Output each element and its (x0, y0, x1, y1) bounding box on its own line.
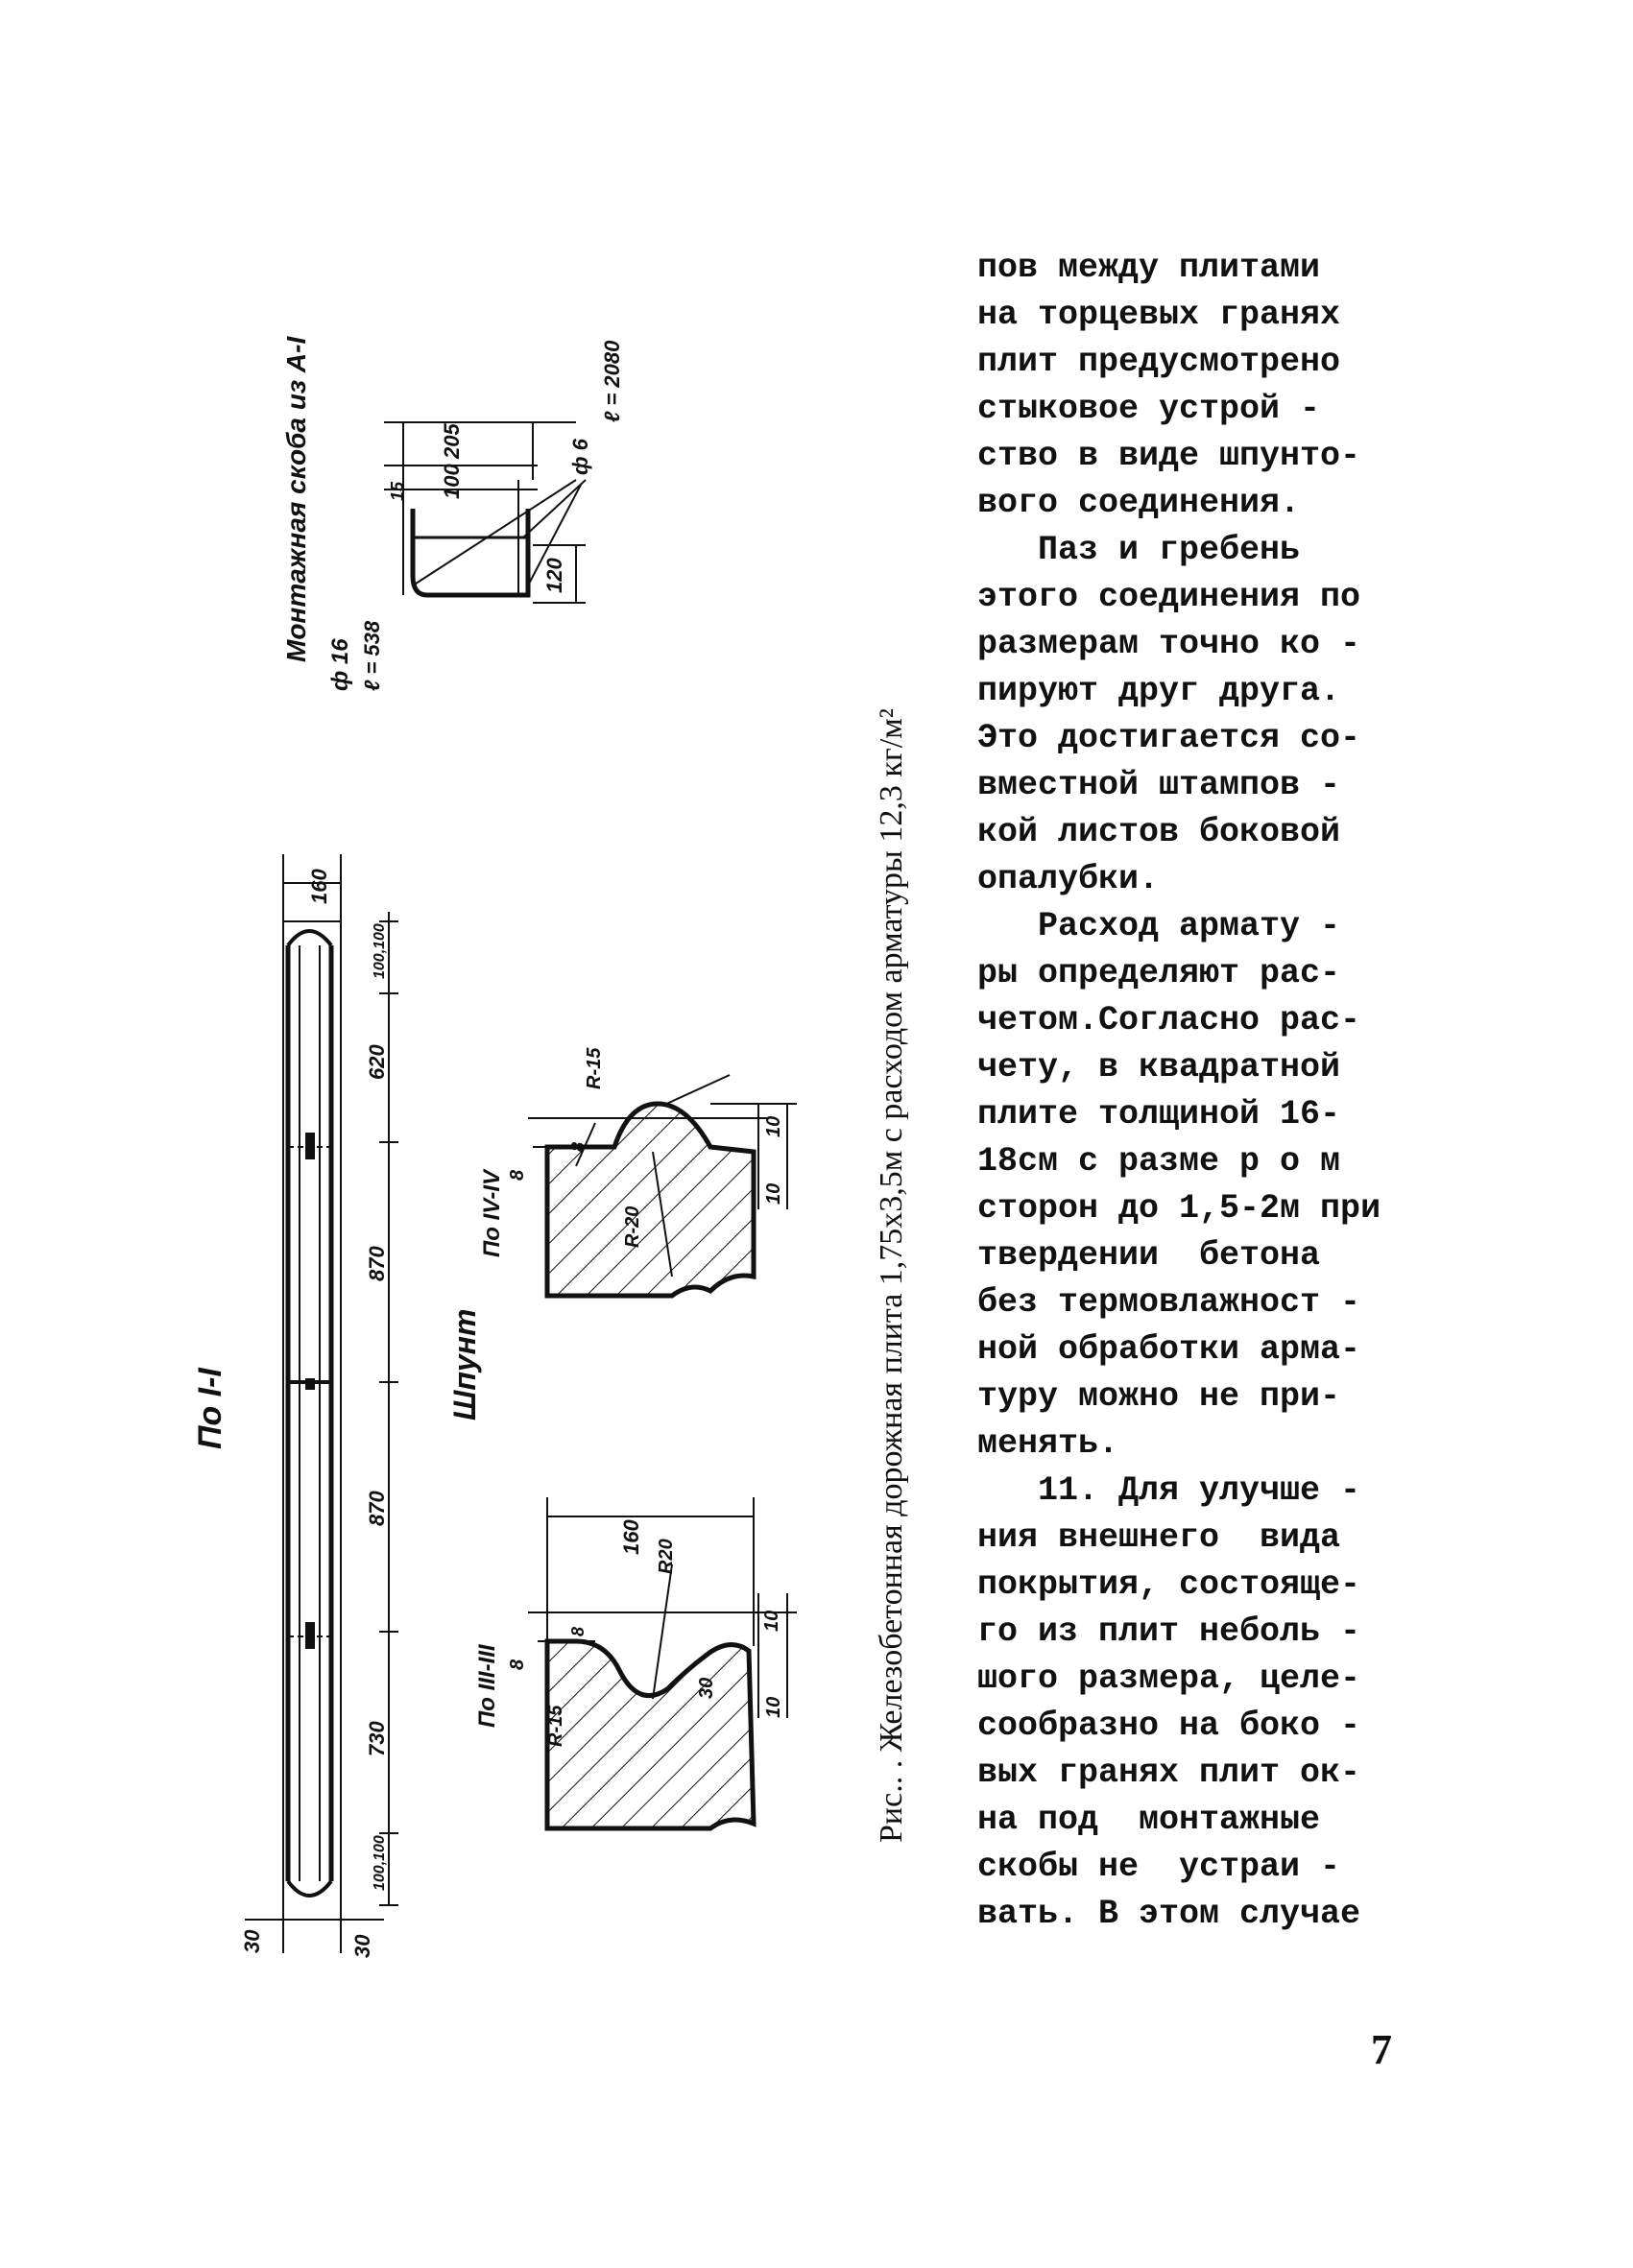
text-line: плите толщиной 16- (977, 1095, 1341, 1134)
strip-dim-30-left: 30 (240, 1929, 264, 1953)
text-line: размерам точно ко - (977, 625, 1361, 663)
groove-dim-10-top: 10 (761, 1610, 782, 1632)
text-line: пов между плитами (977, 249, 1321, 287)
body-text (977, 245, 1457, 1938)
tongue-dim-8: 8 (507, 1169, 528, 1181)
text-line: Паз и гребень (977, 531, 1301, 569)
slab-strip (240, 854, 398, 1958)
section-label: По I-I (192, 1368, 228, 1449)
strip-dim-730: 730 (365, 1721, 389, 1756)
text-line: сообразно на боко - (977, 1707, 1361, 1745)
text-line: 11. Для улучше - (977, 1471, 1361, 1510)
text-line: покрытия, состояще- (977, 1565, 1361, 1604)
text-line: ство в виде шпунто- (977, 437, 1361, 475)
text-line: ной обработки арма- (977, 1330, 1361, 1369)
text-line: стыковое устрой - (977, 390, 1321, 428)
bracket-drawing (281, 336, 624, 691)
groove-dim-30: 30 (696, 1677, 717, 1699)
text-line: пируют друг друга. (977, 672, 1341, 710)
text-line: опалубки. (977, 860, 1160, 898)
text-line: без термовлажност - (977, 1283, 1361, 1322)
tongue-dim-10-top: 10 (763, 1115, 784, 1137)
strip-dim-870: 870 (365, 1246, 389, 1281)
bracket-phi-left: ф 16 (327, 638, 353, 691)
strip-dim-30-right: 30 (350, 1934, 374, 1958)
groove-r15: R-15 (545, 1705, 566, 1747)
text-line: скобы не устраи - (977, 1848, 1341, 1886)
bracket-phi-right: ф 6 (568, 439, 592, 475)
bracket-dim-100: 100 (440, 464, 464, 499)
text-line: четом.Согласно рас- (977, 1001, 1361, 1039)
text-line: туру можно не при- (977, 1377, 1341, 1416)
text-line: ры определяют рас- (977, 954, 1341, 992)
tongue-section (479, 1047, 797, 1296)
text-line: го из плит неболь - (977, 1612, 1361, 1651)
text-line: кой листов боковой (977, 813, 1341, 851)
strip-dim-100-bottom: 100,100 (372, 1835, 388, 1891)
bracket-len-left: ℓ = 538 (360, 620, 384, 691)
text-line: на под монтажные (977, 1801, 1321, 1839)
tongue-r15: R-15 (584, 1047, 605, 1089)
text-line: 18см с разме р о м (977, 1142, 1341, 1181)
bracket-title: Монтажная скоба из А-I (281, 336, 311, 662)
text-line: вого соединения. (977, 484, 1301, 522)
text-line: Это достигается со- (977, 719, 1361, 757)
shpunt-label: Шпунт (447, 1308, 482, 1420)
groove-dim-8: 8 (507, 1659, 528, 1670)
groove-section (474, 1497, 797, 1828)
strip-dim-160: 160 (307, 869, 331, 904)
bracket-dim-15: 15 (388, 481, 407, 501)
groove-dim-10-side: 10 (763, 1696, 784, 1718)
groove-label: По III-III (474, 1644, 500, 1728)
text-line: вать. В этом случае (977, 1895, 1361, 1933)
bracket-len-right: ℓ = 2080 (600, 340, 624, 422)
text-line: чету, в квадратной (977, 1048, 1341, 1086)
tongue-r20: R-20 (622, 1206, 643, 1248)
text-line: шого размера, целе- (977, 1659, 1361, 1698)
text-line: этого соединения по (977, 578, 1361, 616)
text-line: на торцевых гранях (977, 296, 1341, 334)
bracket-dim-120: 120 (542, 558, 566, 593)
strip-dim-100-top: 100,100 (372, 923, 388, 979)
text-line: Расход армату - (977, 907, 1341, 945)
groove-r20: R20 (656, 1539, 677, 1574)
tongue-dim-8-top: 8 (568, 1141, 588, 1152)
text-line: твердении бетона (977, 1236, 1321, 1275)
strip-dim-620: 620 (365, 1044, 389, 1080)
page-number: 7 (1371, 2026, 1392, 2073)
tongue-label: По IV-IV (479, 1169, 505, 1257)
text-line: вместной штампов - (977, 766, 1341, 804)
text-line: ния внешнего вида (977, 1518, 1341, 1557)
tongue-dim-10-side: 10 (763, 1182, 784, 1205)
groove-dim-160: 160 (619, 1519, 643, 1555)
text-line: вых гранях плит ок- (977, 1754, 1361, 1792)
text-line: плит предусмотрено (977, 343, 1341, 381)
strip-dim-870b: 870 (365, 1491, 389, 1526)
text-line: менять. (977, 1424, 1119, 1463)
figure-caption: Рис.. . Железобетонная дорожная плита 1,75х3,5м с расходом арматуры 12,3 кг/м² (874, 708, 909, 1843)
groove-dim-8-top: 8 (568, 1626, 588, 1636)
text-line: сторон до 1,5-2м при (977, 1189, 1381, 1228)
bracket-dim-205: 205 (440, 423, 464, 459)
